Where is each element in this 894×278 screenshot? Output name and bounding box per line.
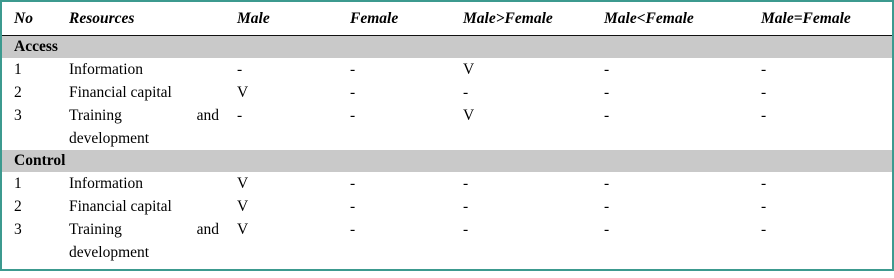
cell-no: 2	[14, 198, 22, 215]
cell-male: -	[237, 107, 243, 124]
cell-female: -	[350, 107, 356, 124]
section-title: Access	[2, 36, 892, 59]
header-male-eq-female: Male=Female	[751, 2, 892, 36]
resource-line-1	[69, 218, 219, 241]
cell-female: -	[350, 84, 356, 101]
resource-word: Training	[69, 221, 122, 238]
table-row	[2, 172, 892, 195]
cell-male-eq-female: -	[761, 107, 767, 124]
cell-resource: Information	[69, 175, 144, 192]
header-female: Female	[340, 2, 453, 36]
cell-male-gt-female: V	[463, 61, 475, 78]
section-title: Control	[2, 150, 892, 172]
cell-no: 3	[14, 221, 22, 238]
header-male-gt-female: Male>Female	[453, 2, 594, 36]
cell-male: V	[237, 221, 249, 238]
table-row	[2, 218, 892, 264]
cell-female: -	[350, 61, 356, 78]
cell-male-eq-female: -	[761, 61, 767, 78]
cell-female: -	[350, 175, 356, 192]
resource-line-1	[69, 104, 219, 127]
table-row	[2, 58, 892, 81]
cell-male-lt-female: -	[604, 198, 610, 215]
cell-male: V	[237, 175, 249, 192]
cell-no: 3	[14, 107, 22, 124]
cell-no: 1	[14, 175, 22, 192]
section-row-control	[2, 150, 892, 172]
cell-male-eq-female: -	[761, 221, 767, 238]
cell-resource: Financial capital	[69, 198, 172, 215]
cell-male-gt-female: -	[463, 84, 469, 101]
header-male-lt-female: Male<Female	[594, 2, 751, 36]
cell-male-eq-female: -	[761, 198, 767, 215]
cell-male-lt-female: -	[604, 61, 610, 78]
cell-male-lt-female: -	[604, 221, 610, 238]
section-row-access	[2, 36, 892, 59]
cell-resource	[59, 218, 227, 264]
cell-male-lt-female: -	[604, 84, 610, 101]
resources-table	[2, 2, 892, 264]
cell-male: -	[237, 61, 243, 78]
resource-word: Training	[69, 107, 122, 124]
cell-female: -	[350, 221, 356, 238]
cell-male-gt-female: -	[463, 198, 469, 215]
table-row	[2, 195, 892, 218]
cell-male: V	[237, 198, 249, 215]
resource-line-2: development	[69, 244, 150, 261]
resource-word: and	[196, 107, 219, 124]
cell-male-eq-female: -	[761, 175, 767, 192]
cell-male-gt-female: V	[463, 107, 475, 124]
cell-no: 1	[14, 61, 22, 78]
cell-resource: Financial capital	[69, 84, 172, 101]
header-row	[2, 2, 892, 36]
resource-line-2: development	[69, 130, 150, 147]
cell-male-lt-female: -	[604, 175, 610, 192]
cell-female: -	[350, 198, 356, 215]
cell-resource: Information	[69, 61, 144, 78]
header-resources: Resources	[59, 2, 227, 36]
table-row	[2, 104, 892, 150]
header-male: Male	[227, 2, 340, 36]
resource-word: and	[196, 221, 219, 238]
cell-no: 2	[14, 84, 22, 101]
table-row	[2, 81, 892, 104]
header-no: No	[2, 2, 59, 36]
cell-male-gt-female: -	[463, 175, 469, 192]
cell-male: V	[237, 84, 249, 101]
cell-male-eq-female: -	[761, 84, 767, 101]
cell-male-lt-female: -	[604, 107, 610, 124]
cell-resource	[59, 104, 227, 150]
cell-male-gt-female: -	[463, 221, 469, 238]
